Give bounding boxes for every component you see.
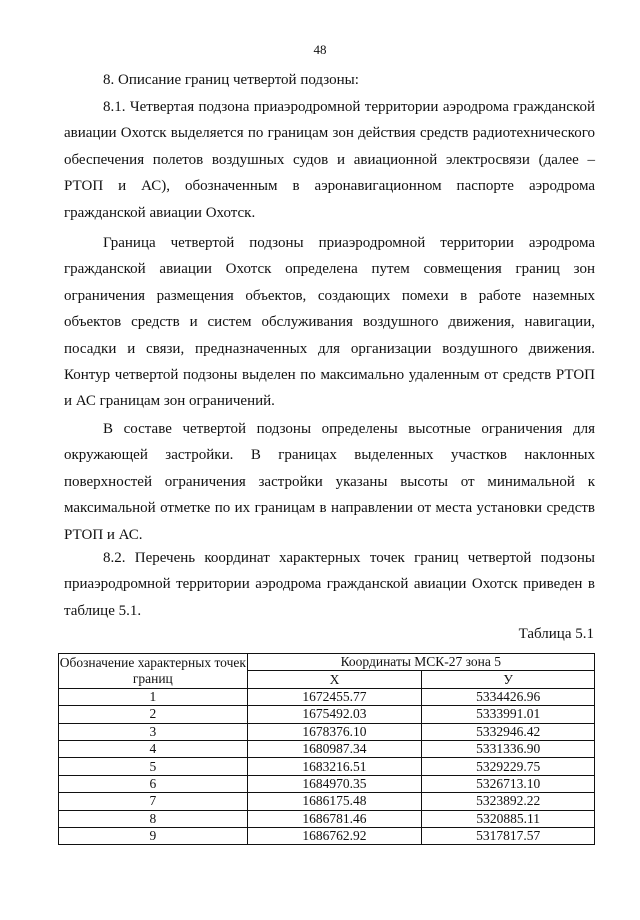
table-row	[59, 758, 595, 775]
coord-y: 5323892.22	[422, 793, 595, 810]
point-number: 7	[59, 793, 248, 810]
point-number: 4	[59, 740, 248, 757]
paragraph-8-1: 8.1. Четвертая подзона приаэродромной территории аэродрома гражданской авиации Охотск выделяется по границам зон действия средств радиотехнического обеспечения полетов воздушных судов и авиационной электросвязи (далее – РТОП и АС), обозначенным в аэронавигационном паспорте аэродрома гражданской авиации Охотск.	[64, 99, 595, 221]
coord-y: 5333991.01	[422, 706, 595, 723]
table-row	[59, 793, 595, 810]
header-y: У	[422, 671, 595, 688]
point-number: 5	[59, 758, 248, 775]
section-heading: 8. Описание границ четвертой подзоны:	[103, 72, 359, 88]
coord-x: 1678376.10	[247, 723, 422, 740]
point-number: 3	[59, 723, 248, 740]
table-row	[59, 775, 595, 792]
table-caption: Таблица 5.1	[518, 626, 594, 642]
table-header-row	[59, 654, 595, 671]
paragraph-boundary: Граница четвертой подзоны приаэродромной территории аэродрома гражданской авиации Охотск определена путем совмещения границ зон ограничения размещения объектов, создающих помехи в работе наземных объектов средств и систем обслуживания воздушного движения, навигации, посадки и связи, предназначенных для организации воздушного движения. Контур четвертой подзоны выделен по максимально удаленным от средств РТОП и АС границам зон ограничений.	[64, 235, 595, 410]
coord-x: 1686762.92	[247, 827, 422, 844]
table-row	[59, 827, 595, 844]
point-number: 9	[59, 827, 248, 844]
coord-x: 1672455.77	[247, 688, 422, 705]
coord-x: 1683216.51	[247, 758, 422, 775]
page-number: 48	[313, 42, 327, 57]
header-points: Обозначение характерных точек границ	[59, 654, 248, 689]
coord-y: 5329229.75	[422, 758, 595, 775]
coord-x: 1686175.48	[247, 793, 422, 810]
coord-y: 5331336.90	[422, 740, 595, 757]
coord-y: 5326713.10	[422, 775, 595, 792]
coord-x: 1686781.46	[247, 810, 422, 827]
table-row	[59, 706, 595, 723]
header-x: X	[247, 671, 422, 688]
coord-x: 1680987.34	[247, 740, 422, 757]
coord-y: 5317817.57	[422, 827, 595, 844]
point-number: 1	[59, 688, 248, 705]
point-number: 8	[59, 810, 248, 827]
table-row	[59, 810, 595, 827]
table-row	[59, 688, 595, 705]
coord-y: 5332946.42	[422, 723, 595, 740]
paragraph-height-limits: В составе четвертой подзоны определены высотные ограничения для окружающей застройки. В границах выделенных участков наклонных поверхностей ограничения застройки указаны высоты от минимальной к максимальной отметке по их границам в направлении от места установки средств РТОП и АС.	[64, 421, 595, 543]
header-coordinates: Координаты МСК-27 зона 5	[247, 654, 594, 671]
coordinates-table	[58, 653, 595, 845]
point-number: 6	[59, 775, 248, 792]
table-row	[59, 740, 595, 757]
coord-x: 1675492.03	[247, 706, 422, 723]
paragraph-8-2: 8.2. Перечень координат характерных точек границ четвертой подзоны приаэродромной территории аэродрома гражданской авиации Охотск приведен в таблице 5.1.	[64, 550, 595, 619]
table-row	[59, 723, 595, 740]
coord-y: 5334426.96	[422, 688, 595, 705]
coord-y: 5320885.11	[422, 810, 595, 827]
coord-x: 1684970.35	[247, 775, 422, 792]
point-number: 2	[59, 706, 248, 723]
